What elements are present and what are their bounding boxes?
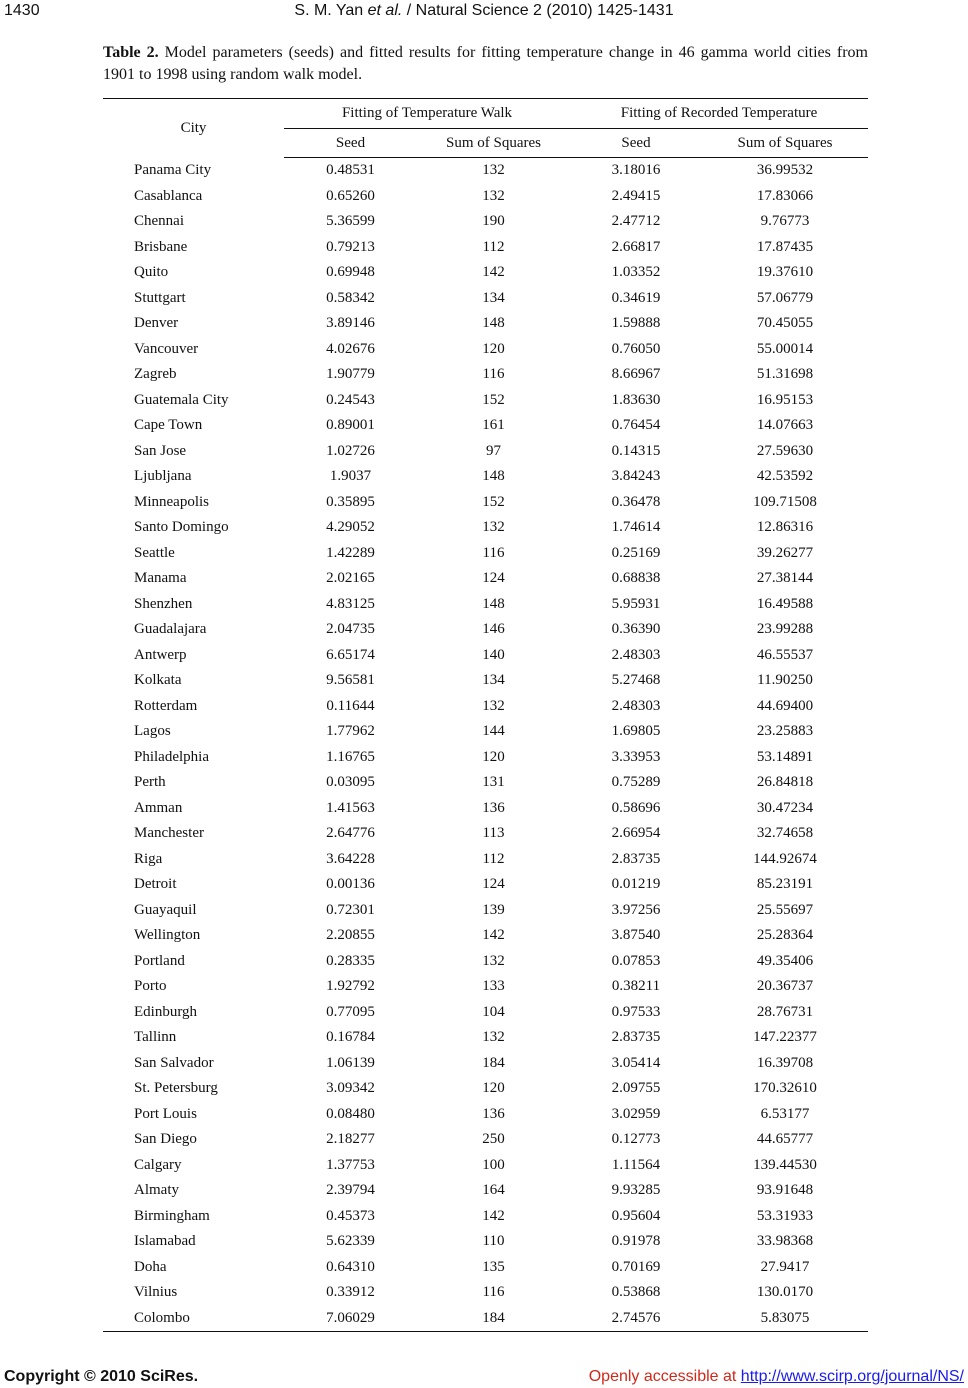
walk-seed-cell: 0.69948 (326, 264, 375, 281)
walk-sum-of-squares-cell: 135 (482, 1258, 505, 1275)
city-cell: Manchester (134, 825, 204, 842)
walk-sum-of-squares-cell: 110 (482, 1233, 505, 1250)
city-cell: Colombo (103, 1306, 284, 1332)
walk-seed-cell: 6.65174 (326, 646, 375, 663)
walk-seed-cell: 1.92792 (326, 978, 375, 995)
recorded-sum-of-squares-cell: 49.35406 (756, 952, 814, 969)
walk-seed-cell: 0.58342 (326, 289, 375, 306)
walk-seed-cell: 9.56581 (326, 672, 375, 689)
city-cell: San Diego (134, 1131, 197, 1148)
city-cell: Quito (134, 264, 169, 281)
walk-sum-of-squares-cell: 132 (482, 697, 505, 714)
recorded-sum-of-squares-cell: 44.69400 (756, 697, 814, 714)
table-caption (103, 42, 868, 86)
table-row (103, 694, 868, 720)
city-cell: Seattle (134, 544, 175, 561)
city-cell: Chennai (134, 213, 184, 230)
table-row (103, 592, 868, 618)
recorded-seed-cell: 3.87540 (611, 927, 661, 944)
recorded-sum-of-squares-cell: 46.55537 (756, 646, 814, 663)
recorded-seed-cell: 1.69805 (611, 723, 661, 740)
walk-seed-cell: 0.35895 (326, 493, 375, 510)
table-row (103, 898, 868, 924)
city-cell: Islamabad (134, 1233, 196, 1250)
walk-seed-cell: 1.77962 (326, 723, 375, 740)
walk-seed-cell: 0.89001 (326, 417, 375, 434)
recorded-seed-cell: 2.48303 (611, 646, 661, 663)
walk-sum-of-squares-cell: 124 (482, 876, 505, 893)
recorded-seed-cell: 2.66954 (611, 825, 661, 842)
recorded-sum-of-squares-cell: 139.44530 (753, 1156, 817, 1173)
column-header-recorded-seed: Seed (570, 129, 702, 158)
recorded-sum-of-squares-cell: 23.25883 (756, 723, 814, 740)
recorded-sum-of-squares-cell: 170.32610 (753, 1080, 817, 1097)
recorded-seed-cell: 8.66967 (611, 366, 661, 383)
column-header-city: City (103, 99, 284, 158)
walk-seed-cell: 0.03095 (326, 774, 375, 791)
recorded-sum-of-squares-cell: 25.28364 (756, 927, 814, 944)
walk-sum-of-squares-cell: 132 (482, 952, 505, 969)
walk-seed-cell: 2.64776 (326, 825, 375, 842)
results-table (103, 98, 868, 1332)
walk-sum-of-squares-cell: 144 (482, 723, 505, 740)
walk-sum-of-squares-cell: 142 (482, 1207, 505, 1224)
walk-seed-cell: 5.62339 (326, 1233, 375, 1250)
recorded-seed-cell: 5.27468 (611, 672, 661, 689)
city-cell: Philadelphia (134, 748, 209, 765)
city-cell: Vilnius (134, 1284, 178, 1301)
recorded-seed-cell: 1.59888 (611, 315, 661, 332)
recorded-sum-of-squares-cell: 109.71508 (753, 493, 817, 510)
recorded-sum-of-squares-cell: 147.22377 (753, 1029, 817, 1046)
table-row (103, 1025, 868, 1051)
recorded-seed-cell: 5.95931 (611, 595, 661, 612)
walk-seed-cell: 1.90779 (326, 366, 375, 383)
table-row (103, 974, 868, 1000)
recorded-seed-cell: 0.36390 (611, 621, 661, 638)
recorded-seed-cell: 3.33953 (611, 748, 661, 765)
walk-sum-of-squares-cell: 134 (482, 672, 505, 689)
walk-sum-of-squares-cell: 136 (482, 799, 505, 816)
city-cell: Vancouver (134, 340, 199, 357)
recorded-seed-cell: 0.76050 (611, 340, 661, 357)
table-row (103, 439, 868, 465)
recorded-sum-of-squares-cell: 17.83066 (756, 187, 814, 204)
recorded-sum-of-squares-cell: 144.92674 (753, 850, 817, 867)
recorded-sum-of-squares-cell: 55.00014 (756, 340, 814, 357)
table-row (103, 464, 868, 490)
walk-seed-cell: 0.77095 (326, 1003, 375, 1020)
walk-sum-of-squares-cell: 131 (482, 774, 505, 791)
walk-seed-cell: 0.00136 (326, 876, 375, 893)
recorded-seed-cell: 3.84243 (611, 468, 661, 485)
walk-sum-of-squares-cell: 120 (482, 1080, 505, 1097)
table-row (103, 1204, 868, 1230)
walk-seed-cell: 1.41563 (326, 799, 375, 816)
city-cell: Calgary (134, 1156, 182, 1173)
page-header (0, 0, 968, 24)
walk-sum-of-squares-cell: 120 (482, 340, 505, 357)
city-cell: Shenzhen (134, 595, 193, 612)
city-cell: Antwerp (134, 646, 187, 663)
city-cell: Cape Town (134, 417, 203, 434)
table-row (103, 821, 868, 847)
table-row (103, 1102, 868, 1128)
recorded-sum-of-squares-cell: 32.74658 (756, 825, 814, 842)
table-header-row-group (103, 99, 868, 129)
recorded-sum-of-squares-cell: 17.87435 (756, 238, 814, 255)
table-row (103, 617, 868, 643)
table-row (103, 209, 868, 235)
table-row (103, 872, 868, 898)
column-group-recorded-temperature: Fitting of Recorded Temperature (570, 99, 868, 129)
recorded-sum-of-squares-cell: 16.49588 (756, 595, 814, 612)
table-row (103, 1051, 868, 1077)
recorded-sum-of-squares-cell: 23.99288 (756, 621, 814, 638)
column-header-recorded-sum-of-squares: Sum of Squares (702, 129, 868, 158)
recorded-seed-cell: 0.68838 (611, 570, 661, 587)
table-row (103, 719, 868, 745)
walk-sum-of-squares-cell: 152 (482, 391, 505, 408)
city-cell: Amman (134, 799, 183, 816)
table-row (103, 796, 868, 822)
walk-seed-cell: 0.16784 (326, 1029, 375, 1046)
walk-seed-cell: 1.06139 (326, 1054, 375, 1071)
city-cell: Portland (134, 952, 185, 969)
recorded-seed-cell: 0.76454 (611, 417, 661, 434)
city-cell: Birmingham (134, 1207, 210, 1224)
walk-sum-of-squares-cell: 184 (417, 1306, 570, 1332)
recorded-seed-cell: 0.97533 (611, 1003, 661, 1020)
city-cell: Wellington (134, 927, 201, 944)
city-cell: Brisbane (134, 238, 188, 255)
table-row (103, 158, 868, 184)
city-cell: San Jose (134, 442, 187, 459)
table-row (103, 949, 868, 975)
walk-sum-of-squares-cell: 134 (482, 289, 505, 306)
recorded-sum-of-squares-cell: 130.0170 (756, 1284, 814, 1301)
recorded-seed-cell: 0.58696 (611, 799, 661, 816)
city-cell: Rotterdam (134, 697, 198, 714)
walk-sum-of-squares-cell: 142 (482, 927, 505, 944)
recorded-sum-of-squares-cell: 53.31933 (756, 1207, 814, 1224)
walk-seed-cell: 0.24543 (326, 391, 375, 408)
table-caption-text: Model parameters (seeds) and fitted results for fitting temperature change in 46 gamma world cities from 1901 to 1998 using random walk model. (103, 44, 869, 83)
recorded-sum-of-squares-cell: 33.98368 (756, 1233, 814, 1250)
recorded-sum-of-squares-cell: 30.47234 (756, 799, 814, 816)
table-row (103, 745, 868, 771)
walk-seed-cell: 3.09342 (326, 1080, 375, 1097)
walk-seed-cell: 0.65260 (326, 187, 375, 204)
walk-sum-of-squares-cell: 142 (482, 264, 505, 281)
recorded-sum-of-squares-cell: 27.59630 (756, 442, 814, 459)
walk-sum-of-squares-cell: 148 (482, 595, 505, 612)
city-cell: Doha (134, 1258, 167, 1275)
recorded-seed-cell: 2.09755 (611, 1080, 661, 1097)
walk-seed-cell: 2.02165 (326, 570, 375, 587)
running-head (0, 2, 968, 20)
walk-sum-of-squares-cell: 133 (482, 978, 505, 995)
walk-sum-of-squares-cell: 124 (482, 570, 505, 587)
table-body (103, 158, 868, 1332)
table-row (103, 847, 868, 873)
recorded-sum-of-squares-cell: 28.76731 (756, 1003, 814, 1020)
walk-seed-cell: 2.18277 (326, 1131, 375, 1148)
recorded-seed-cell: 3.02959 (611, 1105, 661, 1122)
walk-sum-of-squares-cell: 250 (482, 1131, 505, 1148)
table-row (103, 260, 868, 286)
recorded-seed-cell: 0.95604 (611, 1207, 661, 1224)
walk-seed-cell: 7.06029 (284, 1306, 417, 1332)
city-cell: Riga (134, 850, 163, 867)
recorded-seed-cell: 0.01219 (611, 876, 661, 893)
city-cell: Lagos (134, 723, 171, 740)
walk-sum-of-squares-cell: 164 (482, 1182, 505, 1199)
walk-seed-cell: 1.16765 (326, 748, 375, 765)
recorded-sum-of-squares-cell: 57.06779 (756, 289, 814, 306)
city-cell: St. Petersburg (134, 1080, 218, 1097)
recorded-sum-of-squares-cell: 25.55697 (756, 901, 814, 918)
walk-seed-cell: 0.33912 (326, 1284, 375, 1301)
running-head-authors: S. M. Yan (294, 2, 368, 19)
recorded-sum-of-squares-cell: 12.86316 (756, 519, 814, 536)
recorded-seed-cell: 1.74614 (611, 519, 661, 536)
recorded-seed-cell: 0.53868 (611, 1284, 661, 1301)
recorded-sum-of-squares-cell: 6.53177 (760, 1105, 810, 1122)
recorded-seed-cell: 0.07853 (611, 952, 661, 969)
copyright-notice: Copyright © 2010 SciRes. (4, 1368, 199, 1385)
city-cell: Porto (134, 978, 167, 995)
table-row (103, 566, 868, 592)
walk-seed-cell: 3.89146 (326, 315, 375, 332)
table-row (103, 668, 868, 694)
open-access-text: Openly accessible at (588, 1368, 741, 1385)
walk-seed-cell: 0.45373 (326, 1207, 375, 1224)
walk-seed-cell: 0.08480 (326, 1105, 375, 1122)
walk-sum-of-squares-cell: 161 (482, 417, 505, 434)
journal-url-link[interactable]: http://www.scirp.org/journal/NS/ (740, 1368, 964, 1385)
city-cell: Almaty (134, 1182, 179, 1199)
walk-seed-cell: 5.36599 (326, 213, 375, 230)
city-cell: Port Louis (134, 1105, 197, 1122)
walk-seed-cell: 2.39794 (326, 1182, 375, 1199)
recorded-seed-cell: 0.36478 (611, 493, 661, 510)
recorded-seed-cell: 3.05414 (611, 1054, 661, 1071)
walk-sum-of-squares-cell: 132 (482, 519, 505, 536)
walk-seed-cell: 4.02676 (326, 340, 375, 357)
walk-sum-of-squares-cell: 146 (482, 621, 505, 638)
recorded-sum-of-squares-cell: 93.91648 (756, 1182, 814, 1199)
walk-seed-cell: 1.42289 (326, 544, 375, 561)
recorded-sum-of-squares-cell: 36.99532 (756, 162, 814, 179)
page-number: 1430 (4, 2, 40, 19)
city-cell: Stuttgart (134, 289, 186, 306)
walk-sum-of-squares-cell: 152 (482, 493, 505, 510)
city-cell: Minneapolis (134, 493, 209, 510)
column-header-walk-sum-of-squares: Sum of Squares (417, 129, 570, 158)
recorded-sum-of-squares-cell: 44.65777 (756, 1131, 814, 1148)
recorded-sum-of-squares-cell: 27.9417 (760, 1258, 810, 1275)
walk-seed-cell: 0.72301 (326, 901, 375, 918)
recorded-seed-cell: 0.75289 (611, 774, 661, 791)
table-row (103, 1076, 868, 1102)
recorded-seed-cell: 2.47712 (611, 213, 661, 230)
running-head-etal: et al. (367, 2, 403, 19)
city-cell: Detroit (134, 876, 177, 893)
table-row (103, 541, 868, 567)
walk-sum-of-squares-cell: 139 (482, 901, 505, 918)
recorded-sum-of-squares-cell: 5.83075 (702, 1306, 868, 1332)
recorded-sum-of-squares-cell: 11.90250 (757, 672, 813, 689)
walk-sum-of-squares-cell: 116 (482, 1284, 505, 1301)
walk-seed-cell: 2.04735 (326, 621, 375, 638)
recorded-seed-cell: 2.83735 (611, 1029, 661, 1046)
table-row (103, 362, 868, 388)
city-cell: Casablanca (134, 187, 203, 204)
walk-sum-of-squares-cell: 113 (482, 825, 505, 842)
walk-sum-of-squares-cell: 148 (482, 315, 505, 332)
table-caption-label: Table 2. (103, 44, 159, 61)
table-row (103, 1000, 868, 1026)
recorded-sum-of-squares-cell: 19.37610 (756, 264, 814, 281)
walk-sum-of-squares-cell: 136 (482, 1105, 505, 1122)
recorded-seed-cell: 2.83735 (611, 850, 661, 867)
recorded-sum-of-squares-cell: 70.45055 (756, 315, 814, 332)
recorded-seed-cell: 0.38211 (611, 978, 661, 995)
walk-sum-of-squares-cell: 100 (482, 1156, 505, 1173)
city-cell: Tallinn (134, 1029, 177, 1046)
recorded-seed-cell: 1.11564 (611, 1156, 661, 1173)
city-cell: Guadalajara (134, 621, 207, 638)
table-row (103, 1280, 868, 1306)
table-row (103, 1255, 868, 1281)
running-head-journal: / Natural Science 2 (2010) 1425-1431 (402, 2, 674, 19)
walk-sum-of-squares-cell: 112 (482, 850, 505, 867)
table-row (103, 311, 868, 337)
recorded-seed-cell: 0.34619 (611, 289, 661, 306)
table-row (103, 184, 868, 210)
table-row (103, 515, 868, 541)
walk-seed-cell: 4.83125 (326, 595, 375, 612)
recorded-sum-of-squares-cell: 20.36737 (756, 978, 814, 995)
recorded-sum-of-squares-cell: 26.84818 (756, 774, 814, 791)
city-cell: Zagreb (134, 366, 177, 383)
walk-sum-of-squares-cell: 112 (482, 238, 505, 255)
recorded-sum-of-squares-cell: 85.23191 (756, 876, 814, 893)
recorded-seed-cell: 2.48303 (611, 697, 661, 714)
walk-seed-cell: 2.20855 (326, 927, 375, 944)
walk-sum-of-squares-cell: 184 (482, 1054, 505, 1071)
city-cell: Perth (134, 774, 166, 791)
recorded-seed-cell: 0.12773 (611, 1131, 661, 1148)
city-cell: Denver (134, 315, 179, 332)
city-cell: Panama City (134, 162, 212, 178)
walk-sum-of-squares-cell: 116 (482, 544, 505, 561)
recorded-sum-of-squares-cell: 9.76773 (760, 213, 810, 230)
table-row (103, 235, 868, 261)
table-row (103, 286, 868, 312)
walk-seed-cell: 0.11644 (326, 697, 375, 714)
table-row (103, 770, 868, 796)
walk-seed-cell: 0.48531 (326, 162, 375, 179)
walk-sum-of-squares-cell: 104 (482, 1003, 505, 1020)
walk-seed-cell: 1.9037 (329, 468, 372, 485)
recorded-sum-of-squares-cell: 51.31698 (756, 366, 814, 383)
recorded-seed-cell: 3.18016 (611, 162, 661, 179)
walk-seed-cell: 0.64310 (326, 1258, 375, 1275)
open-access-notice (589, 1368, 964, 1386)
table-row (103, 923, 868, 949)
walk-sum-of-squares-cell: 148 (482, 468, 505, 485)
table-row (103, 388, 868, 414)
walk-seed-cell: 1.37753 (326, 1156, 375, 1173)
walk-sum-of-squares-cell: 132 (482, 187, 505, 204)
column-header-walk-seed: Seed (284, 129, 417, 158)
recorded-sum-of-squares-cell: 27.38144 (756, 570, 814, 587)
city-cell: Ljubljana (134, 468, 192, 485)
walk-seed-cell: 4.29052 (326, 519, 375, 536)
recorded-sum-of-squares-cell: 39.26277 (756, 544, 814, 561)
walk-sum-of-squares-cell: 116 (482, 366, 505, 383)
recorded-seed-cell: 0.70169 (611, 1258, 661, 1275)
recorded-sum-of-squares-cell: 14.07663 (756, 417, 814, 434)
table-row (103, 1127, 868, 1153)
city-cell: San Salvador (134, 1054, 214, 1071)
city-cell: Edinburgh (134, 1003, 198, 1020)
recorded-seed-cell: 2.49415 (611, 187, 661, 204)
table-row (103, 1229, 868, 1255)
recorded-seed-cell: 0.25169 (611, 544, 661, 561)
walk-sum-of-squares-cell: 132 (482, 1029, 505, 1046)
column-group-temperature-walk: Fitting of Temperature Walk (284, 99, 570, 129)
city-cell: Guatemala City (134, 391, 229, 408)
table-row (103, 490, 868, 516)
table-row (103, 1178, 868, 1204)
walk-seed-cell: 0.79213 (326, 238, 375, 255)
walk-sum-of-squares-cell: 190 (482, 213, 505, 230)
recorded-sum-of-squares-cell: 16.95153 (756, 391, 814, 408)
recorded-seed-cell: 0.91978 (611, 1233, 661, 1250)
recorded-sum-of-squares-cell: 16.39708 (756, 1054, 814, 1071)
table-row (103, 1153, 868, 1179)
recorded-seed-cell: 1.03352 (611, 264, 661, 281)
walk-sum-of-squares-cell: 140 (482, 646, 505, 663)
recorded-seed-cell: 2.66817 (611, 238, 661, 255)
walk-seed-cell: 3.64228 (326, 850, 375, 867)
city-cell: Santo Domingo (134, 519, 229, 536)
table-row (103, 337, 868, 363)
walk-seed-cell: 0.28335 (326, 952, 375, 969)
recorded-seed-cell: 0.14315 (611, 442, 661, 459)
city-cell: Manama (134, 570, 187, 587)
recorded-sum-of-squares-cell: 42.53592 (756, 468, 814, 485)
city-cell: Guayaquil (134, 901, 197, 918)
walk-sum-of-squares-cell: 132 (482, 162, 505, 179)
walk-seed-cell: 1.02726 (326, 442, 375, 459)
table-row (103, 413, 868, 439)
walk-sum-of-squares-cell: 97 (486, 442, 501, 459)
walk-sum-of-squares-cell: 120 (482, 748, 505, 765)
city-cell: Kolkata (134, 672, 182, 689)
table-row (103, 643, 868, 669)
table-row (103, 1306, 868, 1332)
recorded-seed-cell: 1.83630 (611, 391, 661, 408)
recorded-seed-cell: 3.97256 (611, 901, 661, 918)
recorded-sum-of-squares-cell: 53.14891 (756, 748, 814, 765)
recorded-seed-cell: 9.93285 (611, 1182, 661, 1199)
recorded-seed-cell: 2.74576 (570, 1306, 702, 1332)
